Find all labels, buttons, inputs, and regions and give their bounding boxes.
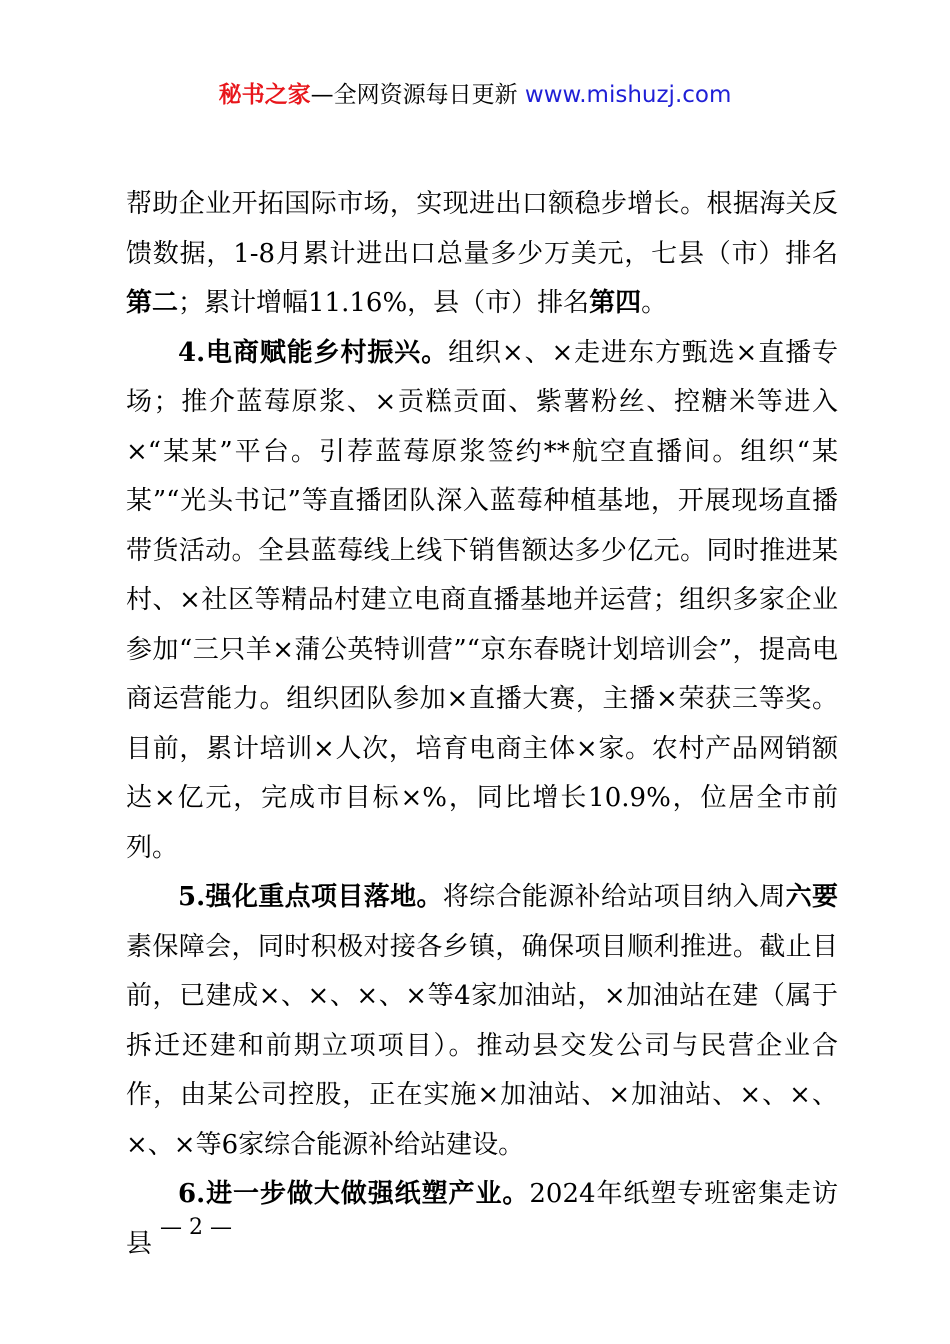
paragraph-text: 将综合能源补给站项目纳入周 xyxy=(442,882,786,912)
paragraph-text: ；累计增幅11.16%，县（市）排名 xyxy=(178,288,590,318)
site-header xyxy=(0,80,950,110)
text-highlight: 六要 xyxy=(785,882,838,912)
section-heading: 6.进一步做大做强纸塑产业。 xyxy=(178,1179,530,1209)
site-tagline: —全网资源每日更新 xyxy=(310,82,525,108)
paragraph-text: 。 xyxy=(641,288,668,318)
paragraph-text: 帮助企业开拓国际市场，实现进出口额稳步增长。根据海关反馈数据，1-8月累计进出口总量多少万美元，七县（市）排名 xyxy=(126,189,838,269)
paragraph-text: 组织×、×走进东方甄选×直播专场；推介蓝莓原浆、×贡糕贡面、紫薯粉丝、控糖米等进入×“某某”平台。引荐蓝莓原浆签约**航空直播间。组织“某某”“光头书记”等直播团队深入蓝莓种植基地，开展现场直播带货活动。全县蓝莓线上线下销售额达多少亿元。同时推进某村、×社区等精品村建立电商直播基地并运营；组织多家企业参加“三只羊×蒲公英特训营”“京东春晓计划培训会”，提高电商运营能力。组织团队参加×直播大赛，主播×荣获三等奖。目前，累计培训×人次，培育电商主体×家。农村产品网销额达×亿元，完成市目标×%，同比增长10.9%，位居全市前列。 xyxy=(126,337,838,863)
paragraph-paper-plastic xyxy=(126,1170,838,1269)
paragraph-text: 2024年纸塑专班密集走访县 xyxy=(126,1179,838,1259)
section-heading: 5.强化重点项目落地。 xyxy=(178,882,443,912)
rank-highlight: 第二 xyxy=(126,288,179,318)
page-number: — 2 — xyxy=(160,1215,232,1240)
paragraph-trade xyxy=(126,180,838,329)
document-body xyxy=(126,180,838,1269)
paragraph-ecommerce xyxy=(126,329,838,874)
paragraph-projects xyxy=(126,873,838,1170)
section-heading: 4.电商赋能乡村振兴。 xyxy=(178,337,449,368)
paragraph-text: 素保障会，同时积极对接各乡镇，确保项目顺利推进。截止目前，已建成×、×、×、×等4家加油站，×加油站在建（属于拆迁还建和前期立项项目）。推动县交发公司与民营企业合作，由某公司控股，正在实施×加油站、×加油站、×、×、×、×等6家综合能源补给站建设。 xyxy=(126,931,838,1160)
rank-highlight: 第四 xyxy=(589,288,642,318)
site-url[interactable]: www.mishuzj.com xyxy=(524,82,732,108)
site-brand: 秘书之家 xyxy=(218,82,311,108)
